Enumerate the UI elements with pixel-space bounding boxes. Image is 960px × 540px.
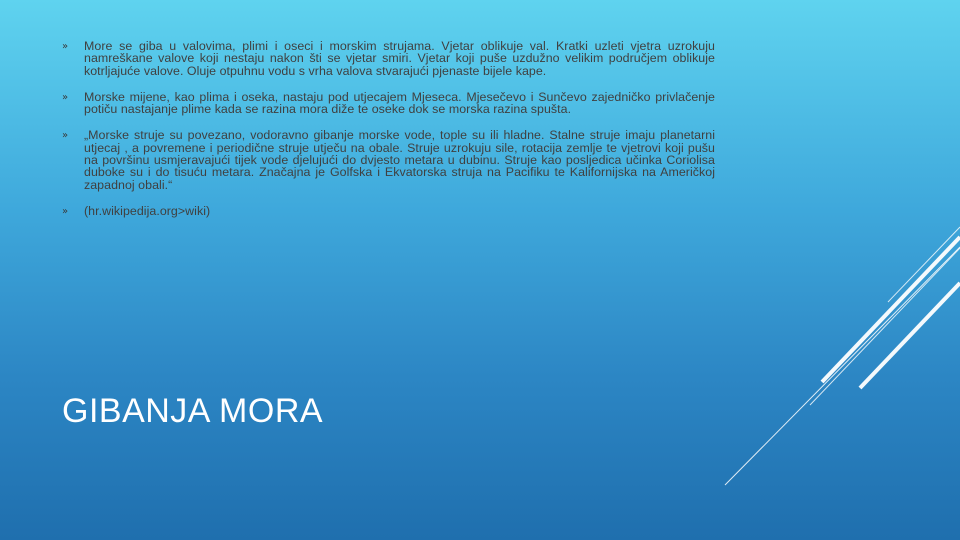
slide-title: GIBANJA MORA [62, 392, 324, 430]
decorative-lines [700, 180, 960, 500]
bullet-text: „Morske struje su povezano, vodoravno gibanje morske vode, tople su ili hladne. Stalne struje imaju planetarni utjecaj , a povremene i periodične struje utječu na obale. Struje uzrokuju sile, rotacija zemlje te vjetrovi koji pušu na površinu usmjeravajući tijek vode djelujući do dvjesto metara u dubinu. Struje kao posljedica učinka Coriolisa duboke su i do tisuću metara. Značajna je Golfska i Ekvatorska struja na Pacifiku te Kalifornijska na Američkoj zapadnoj obali.“ [84, 128, 715, 192]
deco-line [860, 283, 960, 388]
bullet-item [62, 40, 715, 77]
bullet-item [62, 129, 715, 190]
chevron-double-right-icon: » [62, 130, 69, 142]
deco-line [810, 248, 960, 405]
bullet-list [62, 40, 715, 231]
chevron-double-right-icon: » [62, 91, 69, 103]
bullet-item [62, 205, 715, 217]
bullet-text: More se giba u valovima, plimi i oseci i morskim strujama. Vjetar oblikuje val. Kratki uzleti vjetra uzrokuju namreškane valove koji nestaju nakon šti se vjetar smiri. Vjetar koji puše uzdužno velikim područjem oblikuje kotrljajuće valove. Oluje otpuhnu vodu s vrha valova stvarajući pjenaste bijele kape. [84, 39, 715, 78]
bullet-text: (hr.wikipedija.org>wiki) [84, 203, 211, 218]
chevron-double-right-icon: » [62, 41, 69, 52]
bullet-item [62, 91, 715, 116]
deco-line [822, 237, 960, 382]
deco-line [725, 247, 960, 485]
chevron-double-right-icon: » [62, 205, 69, 217]
bullet-text: Morske mijene, kao plima i oseka, nastaju pod utjecajem Mjeseca. Mjesečevo i Sunčevo zajedničko privlačenje potiču nastajanje plime kada se razina mora diže te oseke dok se morska razina spušta. [84, 89, 715, 117]
deco-line [888, 227, 960, 302]
